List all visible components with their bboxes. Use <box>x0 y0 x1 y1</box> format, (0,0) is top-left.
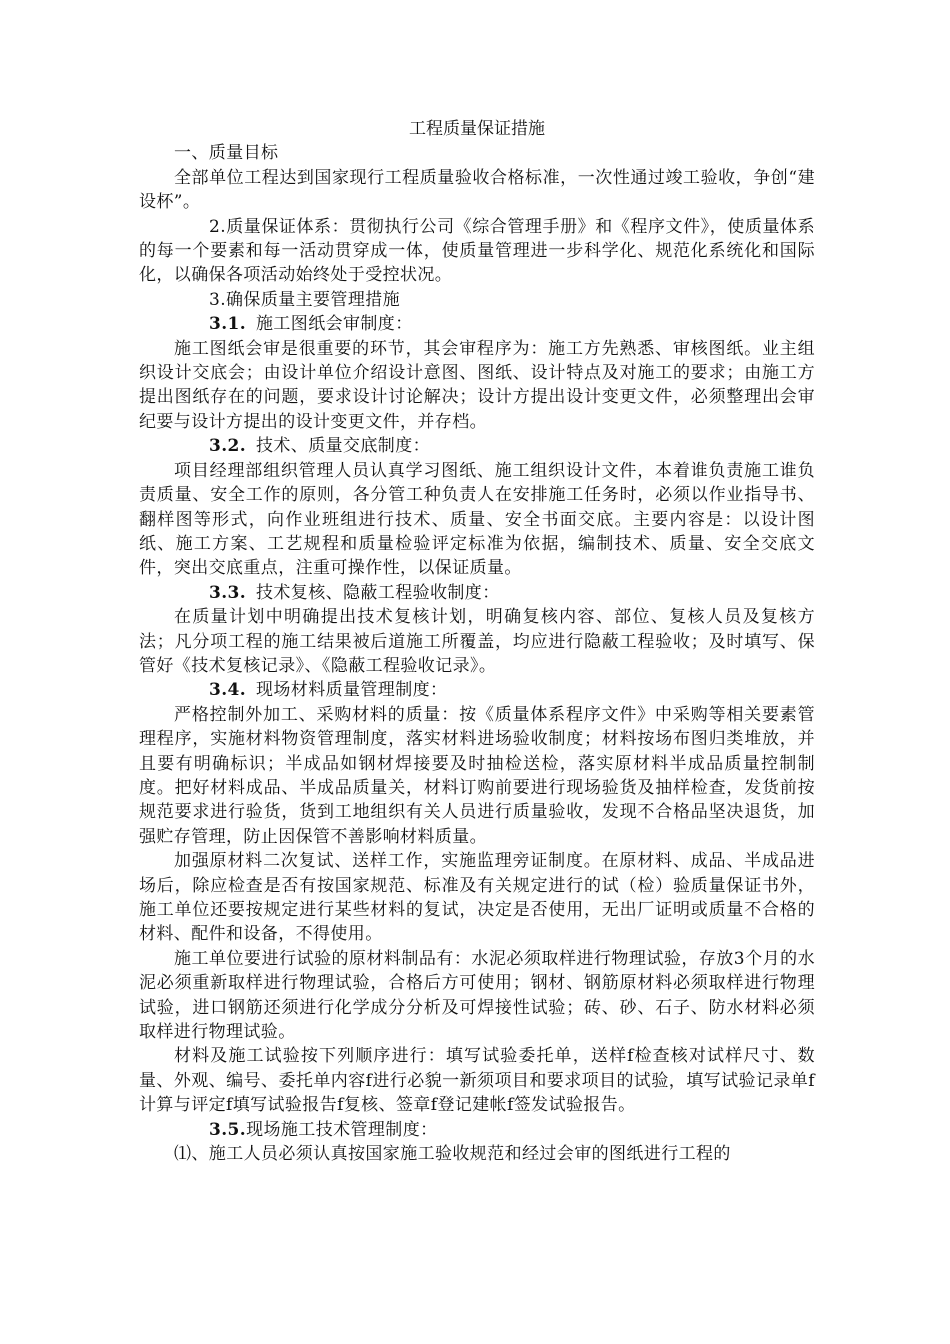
section-3-1-title: 施工图纸会审制度： <box>256 314 413 335</box>
section-3-heading <box>139 288 815 312</box>
section-3-3-number: 3.3. <box>209 582 247 603</box>
section-3-2-title: 技术、质量交底制度： <box>256 436 430 457</box>
section-3-1-body: 施工图纸会审是很重要的环节，其会审程序为：施工方先熟悉、审核图纸。业主组织设计交底会；由设计单位介绍设计意图、图纸、设计特点及对施工的要求；由施工方提出图纸存在的问题，要求设计讨论解决；设计方提出设计变更文件，必须整理出会审纪要与设计方提出的设计变更文件，并存档。 <box>139 338 815 432</box>
section-3-4-paragraph-3: 施工单位要进行试验的原材料制品有：水泥必须取样进行物理试验，存放3个月的水泥必须重新取样进行物理试验，合格后方可使用；钢材、钢筋原材料必须取样进行物理试验，进口钢筋还须进行化学成分分析及可焊接性试验；砖、砂、石子、防水材料必须取样进行物理试验。 <box>139 948 815 1043</box>
section-3-2-body: 项目经理部组织管理人员认真学习图纸、施工组织设计文件，本着谁负责施工谁负责质量、安全工作的原则，各分管工种负责人在安排施工任务时，必须以作业指导书、翻样图等形式，向作业班组进行技术、质量、安全书面交底。主要内容是：以设计图纸、施工方案、工艺规程和质量检验评定标准为依据，编制技术、质量、安全交底文件，突出交底重点，注重可操作性，以保证质量。 <box>139 460 815 579</box>
section-3-4-number: 3.4. <box>209 680 247 701</box>
section-3-3-title: 技术复核、隐蔽工程验收制度： <box>256 582 500 603</box>
section-2-text: 质量保证体系：贯彻执行公司《综合管理手册》和《程序文件》，使质量体系的每一个要素和每一活动贯穿成一体，使质量管理进一步科学化、规范化系统化和国际化，以确保各项活动始终处于受控状况。 <box>139 216 815 286</box>
document-body <box>139 117 815 1166</box>
section-3-4-paragraph-2: 加强原材料二次复试、送样工作，实施监理旁证制度。在原材料、成品、半成品进场后，除应检查是否有按国家规范、标准及有关规定进行的试（检）验质量保证书外，施工单位还要按规定进行某些材料的复试，决定是否使用，无出厂证明或质量不合格的材料、配件和设备，不得使用。 <box>139 851 815 945</box>
section-3-5-title: 现场施工技术管理制度： <box>246 1119 438 1140</box>
section-3-number: 3. <box>209 289 227 310</box>
section-3-4-paragraph-1: 严格控制外加工、采购材料的质量：按《质量体系程序文件》中采购等相关要素管理程序，实施材料物资管理制度，落实材料进场验收制度；材料按场布图归类堆放，并且要有明确标识；半成品如钢材焊接要及时抽检送检，落实原材料半成品质量控制制度。把好材料成品、半成品质量关，材料订购前要进行现场验货及抽样检查，发货前按规范要求进行验货，货到工地组织有关人员进行质量验收，发现不合格品坚决退货，加强贮存管理，防止因保管不善影响材料质量。 <box>139 704 815 847</box>
section-3-2-heading <box>139 434 815 458</box>
section-3-5-heading <box>139 1118 815 1142</box>
section-3-1-number: 3.1. <box>209 314 247 335</box>
section-3-text: 确保质量主要管理措施 <box>226 289 401 310</box>
section-3-4-heading <box>139 678 815 702</box>
section-3-3-body: 在质量计划中明确提出技术复核计划，明确复核内容、部位、复核人员及复核方法；凡分项工程的施工结果被后道施工所覆盖，均应进行隐蔽工程验收；及时填写、保管好《技术复核记录》、《隐蔽工程验收记录》。 <box>139 607 815 676</box>
section-3-4-paragraph-4: 材料及施工试验按下列顺序进行：填写试验委托单，送样f检查核对试样尺寸、数量、外观、编号、委托单内容f进行必貌一新须项目和要求项目的试验，填写试验记录单f计算与评定f填写试验报告f复核、签章f登记建帐f签发试验报告。 <box>139 1046 815 1116</box>
section-3-1-heading <box>139 312 815 336</box>
section-2-number: 2. <box>209 216 227 237</box>
section-1-heading: 一、质量目标 <box>174 143 279 164</box>
section-3-2-number: 3.2. <box>209 436 247 457</box>
section-3-4-title: 现场材料质量管理制度： <box>256 680 448 701</box>
document-title: 工程质量保证措施 <box>409 119 545 139</box>
section-3-5-number: 3.5. <box>209 1119 247 1140</box>
section-1-body: 全部单位工程达到国家现行工程质量验收合格标准，一次性通过竣工验收，争创“建设杯”。 <box>139 167 815 213</box>
section-3-5-paragraph-1: ⑴、施工人员必须认真按国家施工验收规范和经过会审的图纸进行工程的 <box>174 1144 731 1165</box>
section-3-3-heading <box>139 581 815 605</box>
section-2-paragraph <box>139 215 815 288</box>
